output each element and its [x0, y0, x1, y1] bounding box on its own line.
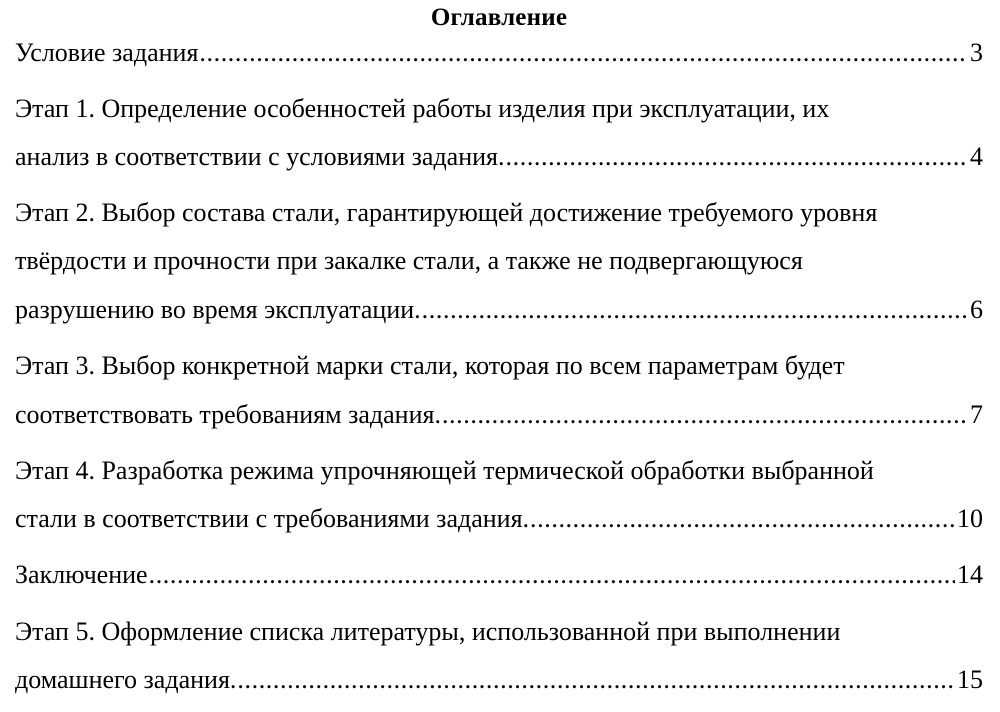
- toc-entry-stage-1-line-2[interactable]: [15, 140, 983, 174]
- toc-entry-stage-1-line-1[interactable]: [15, 92, 983, 126]
- toc-entry-text: Этап 1. Определение особенностей работы изделия при эксплуатации, их: [15, 94, 830, 123]
- toc-entry-stage-2-line-3[interactable]: [15, 293, 983, 327]
- toc-entry-stage-3-line-1[interactable]: [15, 349, 983, 383]
- toc-entry-text: Этап 4. Разработка режима упрочняющей термической обработки выбранной: [15, 456, 874, 485]
- toc-entry-text: домашнего задания.: [15, 665, 237, 694]
- toc-page-number: 6: [970, 295, 983, 324]
- toc-entry-stage-3-line-2[interactable]: [15, 398, 983, 432]
- toc-entry-stage-5-line-1[interactable]: [15, 615, 983, 649]
- toc-entry-stage-2-line-1[interactable]: [15, 196, 983, 230]
- toc-entry-text: Условие задания: [15, 38, 199, 67]
- toc-entry-text: анализ в соответствии с условиями задания.: [15, 142, 505, 171]
- toc-entry-text: разрушению во время эксплуатации.: [15, 295, 421, 324]
- toc-title: Оглавление: [430, 4, 568, 31]
- toc-entry-stage-5-line-2[interactable]: [15, 663, 983, 697]
- toc-page-number: 14: [957, 560, 983, 589]
- dot-leader: [149, 558, 955, 592]
- toc-entry-text: Этап 3. Выбор конкретной марки стали, которая по всем параметрам будет: [15, 351, 845, 380]
- toc-page-number: 7: [970, 400, 983, 429]
- toc-page-number: 10: [957, 504, 983, 533]
- dot-leader: [530, 502, 955, 536]
- toc-entry-text: Этап 5. Оформление списка литературы, использованной при выполнении: [15, 617, 841, 646]
- toc-entry-stage-4-line-1[interactable]: [15, 454, 983, 488]
- table-of-contents: [15, 0, 983, 712]
- dot-leader: [237, 663, 955, 697]
- dot-leader: [506, 140, 968, 174]
- toc-entry-text: твёрдости и прочности при закалке стали, а также не подвергающуюся: [15, 246, 803, 275]
- dot-leader: [422, 293, 968, 327]
- toc-entry-text: стали в соответствии с требованиями задания.: [15, 504, 530, 533]
- toc-entry-conditions[interactable]: [15, 36, 983, 70]
- dot-leader: [199, 36, 968, 70]
- dot-leader: [442, 398, 968, 432]
- toc-page-number: 15: [957, 665, 983, 694]
- toc-entry-stage-2-line-2[interactable]: [15, 244, 983, 278]
- toc-page-number: 4: [970, 142, 983, 171]
- toc-page-number: 3: [970, 38, 983, 67]
- toc-entry-text: Заключение: [15, 560, 148, 589]
- toc-entry-conclusion[interactable]: [15, 558, 983, 592]
- toc-entry-text: Этап 2. Выбор состава стали, гарантирующей достижение требуемого уровня: [15, 198, 878, 227]
- toc-entry-text: соответствовать требованиям задания.: [15, 400, 441, 429]
- toc-entry-stage-4-line-2[interactable]: [15, 502, 983, 536]
